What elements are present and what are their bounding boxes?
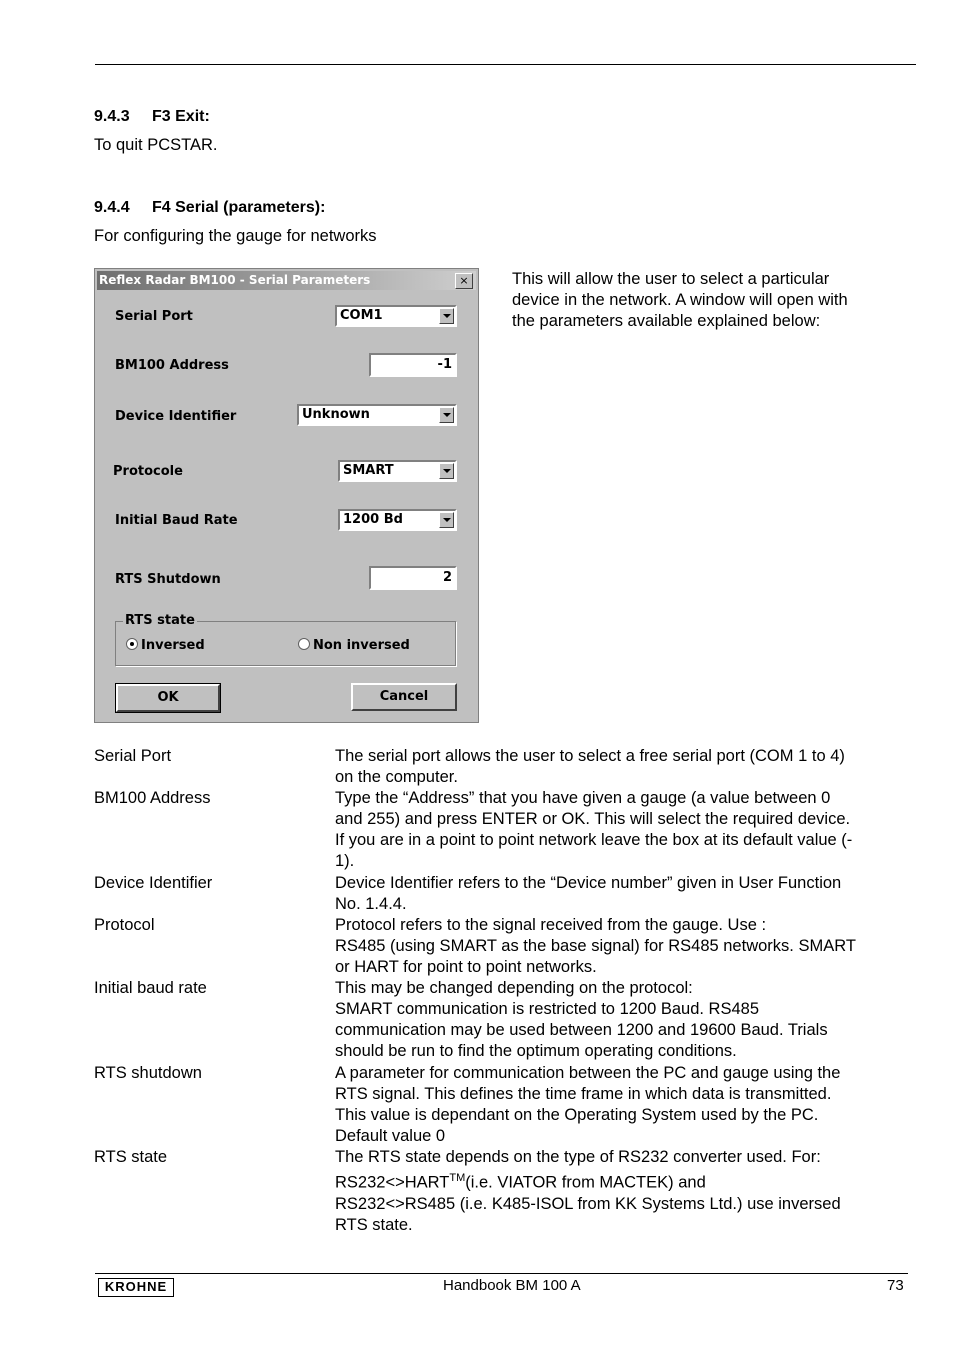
side-description (512, 269, 922, 332)
chevron-down-icon[interactable] (439, 308, 454, 324)
protocol-select[interactable] (338, 460, 457, 482)
term-initial-baud-rate: Initial baud rate (94, 979, 207, 997)
dialog-title: Reflex Radar BM100 - Serial Parameters (99, 273, 371, 287)
rts-shutdown-label: RTS Shutdown (115, 572, 221, 587)
serial-port-value: COM1 (340, 308, 383, 323)
address-input[interactable]: -1 (369, 353, 457, 377)
dialog-titlebar (97, 271, 476, 290)
def-line: 1). (335, 852, 355, 870)
def-text: RS232<>HART (335, 1173, 450, 1192)
def-line: If you are in a point to point network leave the box at its default value (- (335, 831, 853, 849)
term-rts-state: RTS state (94, 1148, 168, 1166)
def-line: should be run to find the optimum operating conditions. (335, 1042, 737, 1060)
address-label: BM100 Address (115, 358, 229, 373)
section-title: F3 Exit: (152, 108, 210, 125)
def-line: RS485 (using SMART as the base signal) for RS485 networks. SMART (335, 937, 856, 955)
krohne-logo: KROHNE (98, 1278, 174, 1297)
def-line: Protocol refers to the signal received from the gauge. Use : (335, 916, 767, 934)
def-line: The serial port allows the user to select a free serial port (COM 1 to 4) (335, 747, 845, 765)
protocol-value: SMART (343, 463, 394, 478)
side-line: the parameters available explained below: (512, 312, 821, 330)
protocol-label: Protocole (113, 464, 183, 479)
radio-non-inversed-label: Non inversed (313, 638, 410, 653)
page-number: 73 (887, 1277, 904, 1294)
cancel-button[interactable]: Cancel (351, 683, 457, 711)
serial-port-select[interactable] (335, 305, 457, 327)
def-text: (i.e. VIATOR from MACTEK) and (465, 1173, 706, 1192)
def-line: and 255) and press ENTER or OK. This will select the required device. (335, 810, 851, 828)
section-title: F4 Serial (parameters): (152, 199, 326, 216)
close-icon[interactable]: × (455, 273, 473, 289)
def-line-hart (335, 1168, 917, 1194)
def-line: communication may be used between 1200 and 19600 Baud. Trials (335, 1021, 828, 1039)
def-bm100-address (335, 788, 917, 872)
def-line: Type the “Address” that you have given a gauge (a value between 0 (335, 789, 831, 807)
def-serial-port (335, 746, 917, 788)
device-identifier-select[interactable] (297, 404, 457, 426)
term-protocol: Protocol (94, 916, 155, 934)
term-serial-port: Serial Port (94, 747, 172, 765)
header-rule (95, 64, 916, 65)
radio-inversed-label: Inversed (141, 638, 205, 653)
rts-state-group-label: RTS state (125, 613, 195, 628)
chevron-down-icon[interactable] (439, 512, 454, 528)
def-line: RS232<>RS485 (i.e. K485-ISOL from KK Systems Ltd.) use inversed (335, 1194, 841, 1213)
baud-rate-select[interactable] (338, 509, 457, 531)
term-device-identifier: Device Identifier (94, 874, 213, 892)
def-line: The RTS state depends on the type of RS232 converter used. For: (335, 1148, 821, 1166)
def-line: on the computer. (335, 768, 458, 786)
def-line: A parameter for communication between the PC and gauge using the (335, 1064, 841, 1082)
radio-unselected-icon (298, 638, 310, 650)
def-protocol (335, 915, 917, 978)
def-line: RTS state. (335, 1215, 413, 1234)
def-line: RTS signal. This defines the time frame in which data is transmitted. (335, 1085, 832, 1103)
footer-rule (95, 1273, 908, 1274)
def-line: SMART communication is restricted to 1200 Baud. RS485 (335, 1000, 760, 1018)
section-heading-f3 (94, 108, 210, 126)
section-heading-f4 (94, 199, 325, 217)
def-line: This value is dependant on the Operating System used by the PC. (335, 1106, 819, 1124)
section-body-f4: For configuring the gauge for networks (94, 227, 377, 245)
term-bm100-address: BM100 Address (94, 789, 211, 807)
def-line: Default value 0 (335, 1127, 446, 1145)
baud-rate-value: 1200 Bd (343, 512, 403, 527)
radio-non-inversed[interactable] (298, 637, 410, 653)
trademark-superscript: TM (449, 1172, 466, 1184)
def-initial-baud-rate (335, 978, 917, 1062)
section-body-f3: To quit PCSTAR. (94, 136, 218, 154)
baud-rate-label: Initial Baud Rate (115, 513, 238, 528)
term-rts-shutdown: RTS shutdown (94, 1064, 202, 1082)
def-line: Device Identifier refers to the “Device number” given in User Function (335, 874, 842, 892)
side-line: This will allow the user to select a particular (512, 270, 830, 288)
serial-port-label: Serial Port (115, 309, 193, 324)
chevron-down-icon[interactable] (439, 463, 454, 479)
chevron-down-icon[interactable] (439, 407, 454, 423)
device-identifier-value: Unknown (302, 407, 370, 422)
def-line: or HART for point to point networks. (335, 958, 597, 976)
ok-button[interactable]: OK (116, 684, 220, 712)
device-identifier-label: Device Identifier (115, 409, 237, 424)
section-number: 9.4.3 (94, 108, 130, 125)
def-rts-state (335, 1147, 917, 1236)
section-number: 9.4.4 (94, 199, 130, 216)
def-line: This may be changed depending on the protocol: (335, 979, 693, 997)
radio-inversed[interactable] (126, 637, 205, 653)
footer-title: Handbook BM 100 A (443, 1277, 581, 1294)
def-rts-shutdown (335, 1063, 917, 1147)
def-device-identifier (335, 873, 917, 915)
side-line: device in the network. A window will open with (512, 291, 848, 309)
serial-parameters-dialog (94, 268, 479, 723)
rts-shutdown-input[interactable]: 2 (369, 566, 457, 590)
def-line: No. 1.4.4. (335, 895, 407, 913)
radio-selected-icon (126, 638, 138, 650)
